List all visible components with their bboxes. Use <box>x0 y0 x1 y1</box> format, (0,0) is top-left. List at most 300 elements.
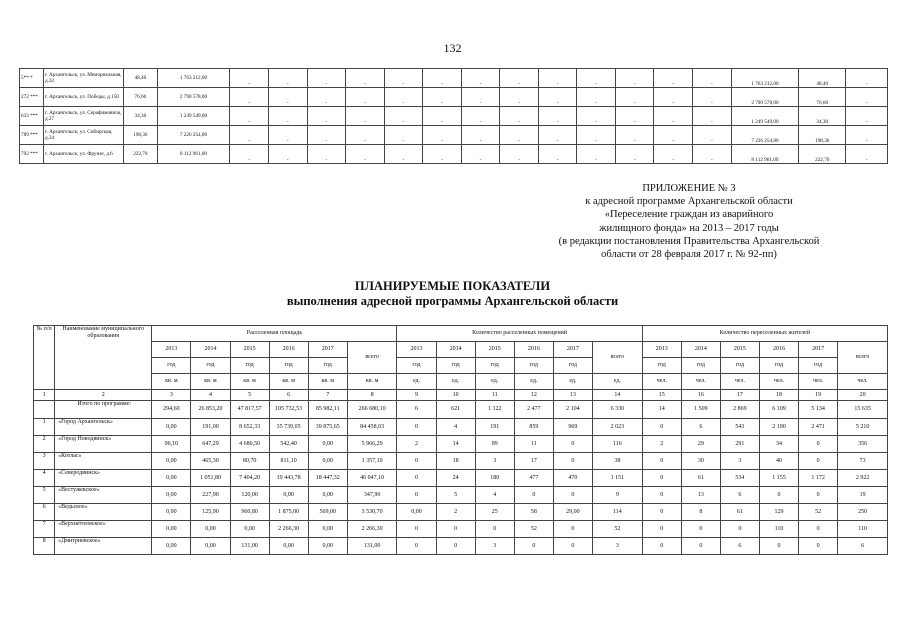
column-number: 20 <box>838 390 888 401</box>
top-row-address: г. Архангельск, ул. Фрунзе, д.6 <box>43 145 123 164</box>
top-row-dash: - <box>461 69 500 88</box>
top-row-dash: - <box>230 107 269 126</box>
header-year-word: год <box>642 358 681 374</box>
table-cell: 29,00 <box>553 504 592 521</box>
table-cell: 542,40 <box>269 436 308 453</box>
table-cell: 52 <box>514 521 553 538</box>
top-row-dash: - <box>846 88 888 107</box>
table-cell: 0,00 <box>152 504 191 521</box>
row-municipality: «Северодвинск» <box>55 470 152 487</box>
table-cell: 0 <box>397 419 436 436</box>
row-municipality: «Город Архангельск» <box>55 419 152 436</box>
top-row-dash: - <box>423 145 462 164</box>
row-number: 7 <box>34 521 55 538</box>
total-cell: 1 509 <box>681 401 720 419</box>
top-row-dash: - <box>346 126 385 145</box>
top-row-dash: - <box>615 126 654 145</box>
top-row-dash: - <box>500 107 539 126</box>
table-cell: 1 155 <box>759 470 798 487</box>
header-unit: чел. <box>642 374 681 390</box>
header-year: 2014 <box>191 342 230 358</box>
table-cell: 4 <box>436 419 475 436</box>
table-cell: 2 471 <box>799 419 838 436</box>
header-year: 2017 <box>799 342 838 358</box>
top-row-area: 198,36 <box>124 126 157 145</box>
top-row-dash: - <box>615 107 654 126</box>
header-num: № п/п <box>34 326 55 390</box>
header-group-people: Количество переселенных жителей <box>642 326 887 342</box>
top-row-dash: - <box>500 126 539 145</box>
table-cell: 5 966,29 <box>347 436 397 453</box>
top-row-dash: - <box>269 107 308 126</box>
header-unit: ед. <box>514 374 553 390</box>
top-table-row <box>20 145 888 164</box>
table-cell: 6 <box>720 538 759 555</box>
top-row-cost: 2 790 578,00 <box>157 88 230 107</box>
table-cell: 0 <box>514 487 553 504</box>
top-row-dash: - <box>846 145 888 164</box>
table-cell: 114 <box>592 504 642 521</box>
column-number: 10 <box>436 390 475 401</box>
table-cell: 0,00 <box>191 521 230 538</box>
table-row <box>34 538 888 555</box>
table-cell: 18 447,32 <box>308 470 347 487</box>
table-cell: 477 <box>514 470 553 487</box>
header-year: 2015 <box>475 342 514 358</box>
row-municipality: «Город Новодвинск» <box>55 436 152 453</box>
header-year: 2016 <box>514 342 553 358</box>
top-row-dash: - <box>654 145 693 164</box>
top-row-dash: - <box>538 126 577 145</box>
total-cell: 294,60 <box>152 401 191 419</box>
header-row-groups <box>34 326 888 342</box>
table-cell: 0 <box>514 538 553 555</box>
header-year: 2017 <box>308 342 347 358</box>
top-row-address: г. Архангельск, ул. Мемориальная, д.32 <box>43 69 123 88</box>
document-title: ПЛАНИРУЕМЫЕ ПОКАЗАТЕЛИ <box>354 279 551 293</box>
table-cell: 1 875,00 <box>269 504 308 521</box>
top-row-dash: - <box>615 145 654 164</box>
table-cell: 3 <box>720 453 759 470</box>
row-number: 6 <box>34 504 55 521</box>
header-row-year-word <box>34 358 888 374</box>
table-cell: 17 <box>514 453 553 470</box>
appendix-heading: ПРИЛОЖЕНИЕ № 3 <box>642 183 736 194</box>
table-cell: 0,00 <box>308 436 347 453</box>
table-cell: 58 <box>514 504 553 521</box>
top-address-table <box>19 68 888 164</box>
table-cell: 859 <box>514 419 553 436</box>
total-cell: 6 <box>397 401 436 419</box>
top-row-dash: - <box>384 145 423 164</box>
header-year-word: год <box>475 358 514 374</box>
table-cell: 0 <box>397 521 436 538</box>
header-unit: кв. м <box>191 374 230 390</box>
appendix-line: «Переселение граждан из аварийного <box>604 209 774 221</box>
table-cell: 0 <box>642 538 681 555</box>
row-number: 8 <box>34 538 55 555</box>
table-cell: 0,00 <box>308 521 347 538</box>
header-year-word: год <box>514 358 553 374</box>
column-number: 9 <box>397 390 436 401</box>
table-cell: 3 <box>592 538 642 555</box>
table-cell: 569,00 <box>308 504 347 521</box>
table-cell: 0 <box>799 538 838 555</box>
table-cell: 0,00 <box>269 538 308 555</box>
table-cell: 0,00 <box>308 453 347 470</box>
table-cell: 0 <box>553 436 592 453</box>
table-cell: 0,00 <box>152 487 191 504</box>
table-cell: 35 739,05 <box>269 419 308 436</box>
table-cell: 129 <box>759 504 798 521</box>
table-row <box>34 436 888 453</box>
table-cell: 969 <box>553 419 592 436</box>
table-cell: 811,10 <box>269 453 308 470</box>
table-cell: 4 <box>475 487 514 504</box>
header-year: 2013 <box>397 342 436 358</box>
top-row-area: 48,40 <box>124 69 157 88</box>
column-number: 5 <box>230 390 269 401</box>
top-row-dash: - <box>269 88 308 107</box>
table-cell: 131,00 <box>230 538 269 555</box>
table-cell: 0,00 <box>152 470 191 487</box>
table-cell: 180 <box>475 470 514 487</box>
table-cell: 647,29 <box>191 436 230 453</box>
total-cell: 105 732,53 <box>269 401 308 419</box>
top-row-dash: - <box>384 69 423 88</box>
total-cell: 6 330 <box>592 401 642 419</box>
appendix-line: области от 28 февраля 2017 г. № 92-пп) <box>601 249 777 261</box>
column-number: 13 <box>553 390 592 401</box>
top-row-cost: 1 763 212,00 <box>157 69 230 88</box>
top-row-dash: - <box>461 145 500 164</box>
table-cell: 0 <box>553 487 592 504</box>
header-year-word: год <box>152 358 191 374</box>
row-municipality: «Верхнетоемское» <box>55 521 152 538</box>
top-row-dash: - <box>269 126 308 145</box>
table-cell: 0,00 <box>152 538 191 555</box>
table-cell: 0 <box>799 487 838 504</box>
table-cell: 0 <box>642 470 681 487</box>
header-year: 2015 <box>720 342 759 358</box>
header-year-word: год <box>397 358 436 374</box>
table-cell: 0,00 <box>308 538 347 555</box>
header-year: 2014 <box>436 342 475 358</box>
column-number: 19 <box>799 390 838 401</box>
top-row-dash: - <box>577 107 616 126</box>
table-cell: 0 <box>397 470 436 487</box>
column-number: 4 <box>191 390 230 401</box>
table-cell: 89 <box>475 436 514 453</box>
top-row-area: 76,60 <box>124 88 157 107</box>
table-cell: 24 <box>436 470 475 487</box>
table-cell: 0 <box>799 521 838 538</box>
top-row-number: 5** * <box>20 69 44 88</box>
table-cell: 356 <box>838 436 888 453</box>
top-row-cost: 7 226 254,80 <box>157 126 230 145</box>
top-row-dash: - <box>577 145 616 164</box>
table-cell: 227,90 <box>191 487 230 504</box>
top-row-dash: - <box>384 107 423 126</box>
total-cell: 2 869 <box>720 401 759 419</box>
table-cell: 73 <box>838 453 888 470</box>
top-row-dash: - <box>577 126 616 145</box>
table-cell: 11 <box>514 436 553 453</box>
top-row-dash: - <box>346 107 385 126</box>
table-cell: 52 <box>799 504 838 521</box>
column-number: 18 <box>759 390 798 401</box>
table-cell: 0,00 <box>269 487 308 504</box>
table-cell: 1 357,10 <box>347 453 397 470</box>
table-cell: 0 <box>397 453 436 470</box>
table-cell: 80,70 <box>230 453 269 470</box>
column-number: 16 <box>681 390 720 401</box>
top-row-dash: - <box>654 88 693 107</box>
header-unit: ед. <box>397 374 436 390</box>
column-number: 17 <box>720 390 759 401</box>
table-cell: 291 <box>720 436 759 453</box>
row-municipality: «Ведьское» <box>55 504 152 521</box>
total-row <box>34 401 888 419</box>
table-cell: 1 051,80 <box>191 470 230 487</box>
top-row-dash: - <box>230 69 269 88</box>
table-cell: 7 404,20 <box>230 470 269 487</box>
header-year: 2015 <box>230 342 269 358</box>
header-year-word: год <box>269 358 308 374</box>
table-cell: 110 <box>759 521 798 538</box>
table-cell: 543 <box>720 419 759 436</box>
total-cell: 1 122 <box>475 401 514 419</box>
header-unit: ед. <box>553 374 592 390</box>
table-cell: 0 <box>681 521 720 538</box>
table-cell: 13 <box>681 487 720 504</box>
row-number: 2 <box>34 436 55 453</box>
top-row-dash: - <box>307 145 346 164</box>
top-row-number: 789 *** <box>20 126 44 145</box>
top-row-dash: - <box>230 88 269 107</box>
top-row-number: 272 *** <box>20 88 44 107</box>
top-row-dash: - <box>615 69 654 88</box>
table-cell: 0 <box>553 538 592 555</box>
top-row-dash: - <box>269 145 308 164</box>
table-cell: 0 <box>642 453 681 470</box>
total-cell: 2 477 <box>514 401 553 419</box>
header-unit: ед. <box>475 374 514 390</box>
appendix-line: жилищного фонда» на 2013 – 2017 годы <box>599 222 779 234</box>
table-cell: 84 458,03 <box>347 419 397 436</box>
table-row <box>34 487 888 504</box>
table-cell: 2 190 <box>759 419 798 436</box>
total-cell: 2 104 <box>553 401 592 419</box>
table-cell: 0,00 <box>191 538 230 555</box>
column-number: 14 <box>592 390 642 401</box>
table-cell: 1 151 <box>592 470 642 487</box>
table-cell: 0 <box>720 521 759 538</box>
top-row-total-cost: 1 763 212,00 <box>731 69 799 88</box>
table-cell: 465,30 <box>191 453 230 470</box>
table-cell: 1 172 <box>799 470 838 487</box>
appendix-line: (в редакции постановления Правительства Архангельской <box>558 235 820 247</box>
appendix-line: к адресной программе Архангельской области <box>585 196 793 208</box>
table-cell: 8 <box>681 504 720 521</box>
table-cell: 0,00 <box>152 521 191 538</box>
table-cell: 0 <box>759 538 798 555</box>
top-row-dash: - <box>846 69 888 88</box>
column-numbers-row <box>34 390 888 401</box>
header-year: 2017 <box>553 342 592 358</box>
table-cell: 18 <box>436 453 475 470</box>
top-row-total-cost: 7 226 254,80 <box>731 126 799 145</box>
top-table-row <box>20 88 888 107</box>
header-unit: ед. <box>592 374 642 390</box>
top-row-dash: - <box>384 126 423 145</box>
table-cell: 3 <box>475 538 514 555</box>
top-row-dash: - <box>307 107 346 126</box>
top-row-total-cost: 1 249 549,00 <box>731 107 799 126</box>
table-cell: 0 <box>681 538 720 555</box>
top-row-dash: - <box>230 126 269 145</box>
top-row-dash: - <box>307 69 346 88</box>
header-unit: ед. <box>436 374 475 390</box>
top-row-dash: - <box>461 126 500 145</box>
column-number: 6 <box>269 390 308 401</box>
top-row-dash: - <box>693 145 732 164</box>
top-row-dash: - <box>500 88 539 107</box>
column-number: 1 <box>34 390 55 401</box>
total-cell: 15 635 <box>838 401 888 419</box>
table-cell: 9 <box>592 487 642 504</box>
column-number: 12 <box>514 390 553 401</box>
table-cell: 0,00 <box>308 487 347 504</box>
top-row-dash: - <box>654 69 693 88</box>
top-row-number: 792 *** <box>20 145 44 164</box>
header-year: 2014 <box>681 342 720 358</box>
top-table-row <box>20 107 888 126</box>
top-row-total-area: 34,30 <box>799 107 846 126</box>
table-cell: 960,80 <box>230 504 269 521</box>
header-unit: чел. <box>799 374 838 390</box>
top-row-dash: - <box>654 126 693 145</box>
header-year: 2016 <box>759 342 798 358</box>
top-row-dash: - <box>615 88 654 107</box>
top-row-dash: - <box>846 107 888 126</box>
top-row-dash: - <box>423 107 462 126</box>
top-row-dash: - <box>269 69 308 88</box>
top-row-dash: - <box>500 145 539 164</box>
table-cell: 0,00 <box>152 453 191 470</box>
table-cell: 347,90 <box>347 487 397 504</box>
column-number: 8 <box>347 390 397 401</box>
table-cell: 0 <box>397 538 436 555</box>
top-row-dash: - <box>538 88 577 107</box>
header-year-word: год <box>681 358 720 374</box>
table-cell: 0 <box>553 521 592 538</box>
table-cell: 6 <box>720 487 759 504</box>
table-cell: 5 <box>436 487 475 504</box>
table-cell: 120,00 <box>230 487 269 504</box>
table-cell: 34 <box>759 436 798 453</box>
table-cell: 8 652,33 <box>230 419 269 436</box>
header-municipality: Наименование муниципального образования <box>55 326 152 390</box>
top-table-row <box>20 69 888 88</box>
total-cell: 6 109 <box>759 401 798 419</box>
top-row-dash: - <box>693 126 732 145</box>
total-cell: 47 817,57 <box>230 401 269 419</box>
table-cell: 534 <box>720 470 759 487</box>
top-row-address: г. Архангельск, ул. Серафимовича, д.27 <box>43 107 123 126</box>
row-municipality: «Дмитриевское» <box>55 538 152 555</box>
table-cell: 2 266,30 <box>269 521 308 538</box>
header-unit: чел. <box>838 374 888 390</box>
table-cell: 0 <box>436 521 475 538</box>
table-cell: 0 <box>799 453 838 470</box>
column-number: 3 <box>152 390 191 401</box>
top-row-dash: - <box>307 126 346 145</box>
header-unit: кв. м <box>347 374 397 390</box>
table-cell: 2 <box>436 504 475 521</box>
table-cell: 14 <box>436 436 475 453</box>
table-cell: 0 <box>799 436 838 453</box>
top-row-dash: - <box>538 69 577 88</box>
top-row-dash: - <box>538 107 577 126</box>
header-unit: чел. <box>720 374 759 390</box>
top-row-dash: - <box>384 88 423 107</box>
table-cell: 46 047,10 <box>347 470 397 487</box>
table-cell: 0 <box>642 504 681 521</box>
header-unit: кв. м <box>308 374 347 390</box>
table-cell: 0 <box>642 419 681 436</box>
top-row-dash: - <box>538 145 577 164</box>
top-row-dash: - <box>423 88 462 107</box>
top-row-dash: - <box>693 69 732 88</box>
table-cell: 0 <box>642 487 681 504</box>
top-row-total-area: 76,60 <box>799 88 846 107</box>
table-row <box>34 419 888 436</box>
table-cell: 0,00 <box>230 521 269 538</box>
table-cell: 191 <box>475 419 514 436</box>
table-cell: 191,00 <box>191 419 230 436</box>
table-cell: 125,90 <box>191 504 230 521</box>
page-number: 132 <box>443 41 462 55</box>
table-cell: 2 922 <box>838 470 888 487</box>
top-row-dash: - <box>693 88 732 107</box>
table-cell: 116 <box>592 436 642 453</box>
top-row-dash: - <box>654 107 693 126</box>
top-row-dash: - <box>423 126 462 145</box>
header-year: 2016 <box>269 342 308 358</box>
header-unit: кв. м <box>230 374 269 390</box>
row-number: 1 <box>34 419 55 436</box>
table-cell: 3 530,70 <box>347 504 397 521</box>
table-cell: 19 <box>838 487 888 504</box>
top-row-cost: 8 112 961,00 <box>157 145 230 164</box>
top-row-dash: - <box>577 69 616 88</box>
header-row-years <box>34 342 888 358</box>
top-table-row <box>20 126 888 145</box>
table-cell: 96,10 <box>152 436 191 453</box>
top-row-dash: - <box>346 69 385 88</box>
top-row-cost: 1 249 549,00 <box>157 107 230 126</box>
table-cell: 0 <box>759 487 798 504</box>
top-row-number: 633 *** <box>20 107 44 126</box>
table-cell: 2 <box>642 436 681 453</box>
table-cell: 0,00 <box>152 419 191 436</box>
table-cell: 0 <box>553 453 592 470</box>
top-row-total-area: 198,36 <box>799 126 846 145</box>
table-cell: 52 <box>592 521 642 538</box>
column-number: 2 <box>55 390 152 401</box>
table-cell: 250 <box>838 504 888 521</box>
